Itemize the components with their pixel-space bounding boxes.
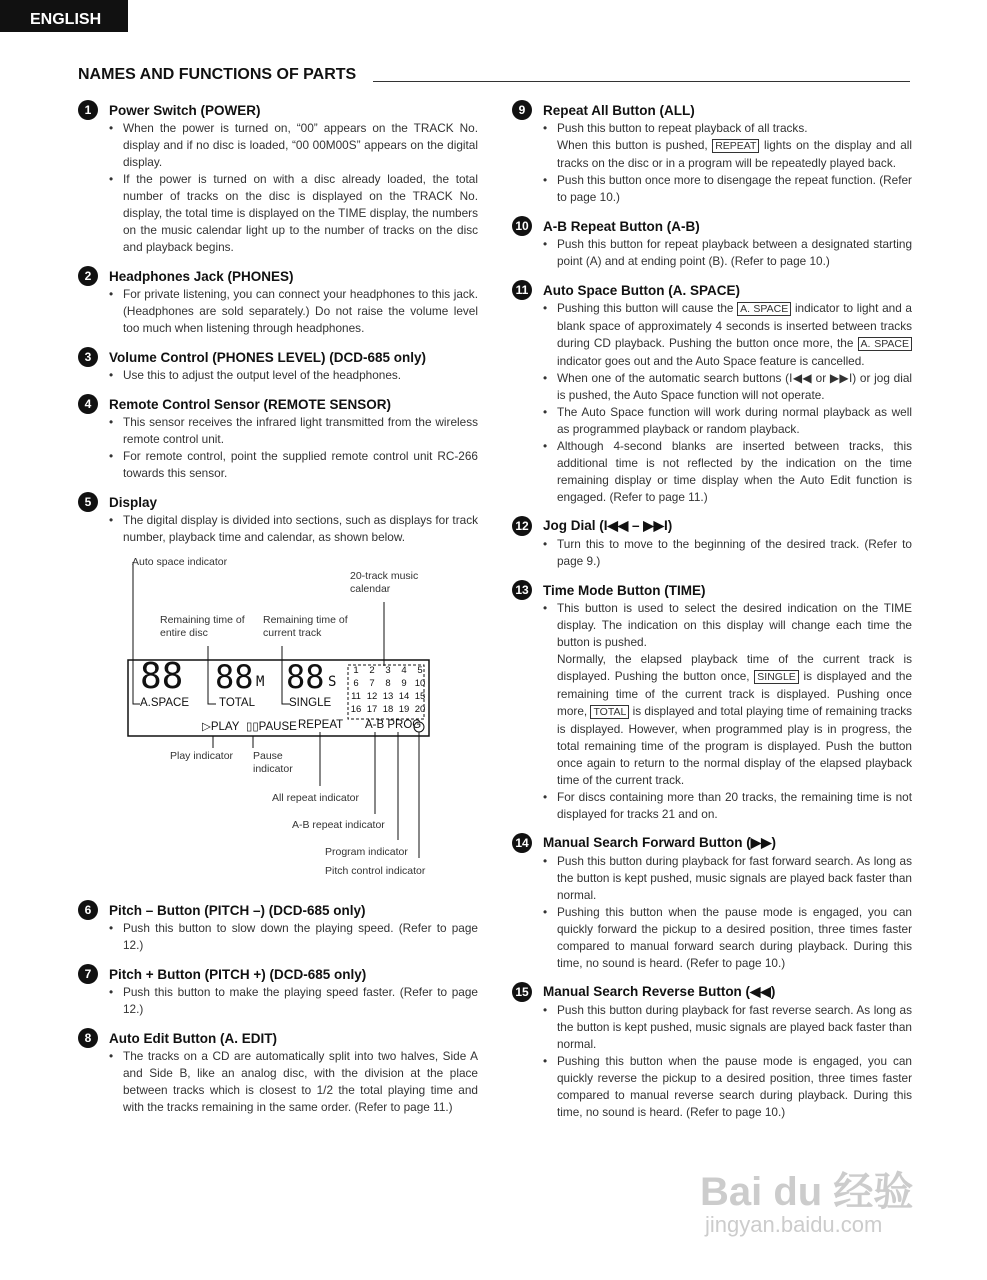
section-12 bbox=[512, 516, 912, 570]
calendar-number: 17 bbox=[366, 704, 378, 715]
section-title: Display bbox=[109, 494, 158, 510]
label-remaining-disc: Remaining time of entire disc bbox=[160, 614, 245, 639]
display-diagram bbox=[78, 556, 478, 896]
bullet: • Push this button during playback for fast forward search. As long as the button is kept pushed, music signals are played back faster than normal. bbox=[512, 853, 912, 904]
title-rule bbox=[373, 81, 910, 82]
page-title: NAMES AND FUNCTIONS OF PARTS bbox=[78, 66, 357, 83]
lcd-abprog: A-B PROG bbox=[365, 719, 422, 731]
section-6 bbox=[78, 900, 478, 954]
bullet: • Although 4-second blanks are inserted between tracks, this additional time is not reflected by the indication on the time remaining display or time display when the Auto Edit function is engaged. (Refer to page 11.) bbox=[512, 438, 912, 506]
section-5 bbox=[78, 492, 478, 546]
section-10 bbox=[512, 216, 912, 270]
bullet: • Push this button during playback for fast reverse search. As long as the button is kept pushed, music signals are played back faster than normal. bbox=[512, 1002, 912, 1053]
language-tab: ENGLISH bbox=[0, 0, 128, 32]
section-number: 10 bbox=[512, 216, 532, 236]
lcd-repeat: REPEAT bbox=[298, 719, 344, 731]
section-number: 15 bbox=[512, 982, 532, 1002]
lcd-m: M bbox=[256, 674, 265, 690]
section-number: 7 bbox=[78, 964, 98, 984]
section-number: 1 bbox=[78, 100, 98, 120]
section-title: Repeat All Button (ALL) bbox=[543, 102, 695, 118]
bullet: • For discs containing more than 20 tracks, the remaining time is not displayed for tracks 21 and on. bbox=[512, 789, 912, 823]
bullet: • For remote control, point the supplied remote control unit RC-266 towards this sensor. bbox=[78, 448, 478, 482]
section-number: 2 bbox=[78, 266, 98, 286]
bullet: • Pushing this button when the pause mode is engaged, you can quickly forward the pickup to a desired position, three times faster compared to manual forward search during playback. During this time, no sound is heard. (Refer to page 10.) bbox=[512, 904, 912, 972]
bullet: • Use this to adjust the output level of the headphones. bbox=[78, 367, 478, 384]
calendar-number: 11 bbox=[351, 691, 361, 702]
calendar-number: 9 bbox=[401, 678, 407, 689]
bullet: • When the power is turned on, “00” appears on the TRACK No. display and if no disc is loaded, “00 00M00S” appears on the digital display. bbox=[78, 120, 478, 171]
lcd-pause: ▯▯PAUSE bbox=[246, 721, 297, 733]
indicator-box: A. SPACE bbox=[737, 302, 791, 316]
bullet: • Push this button to slow down the playing speed. (Refer to page 12.) bbox=[78, 920, 478, 954]
calendar-number: 2 bbox=[369, 665, 375, 676]
indicator-box: A. SPACE bbox=[858, 337, 912, 351]
calendar-number: 3 bbox=[385, 665, 391, 676]
section-title: Jog Dial (I◀◀ – ▶▶I) bbox=[543, 518, 673, 533]
calendar-number: 5 bbox=[417, 665, 423, 676]
label-all-repeat: All repeat indicator bbox=[272, 792, 359, 804]
section-number: 12 bbox=[512, 516, 532, 536]
section-1 bbox=[78, 100, 478, 256]
lcd-track-digits: 88 bbox=[140, 656, 184, 697]
section-title: Power Switch (POWER) bbox=[109, 102, 261, 118]
section-number: 9 bbox=[512, 100, 532, 120]
bullet: • This button is used to select the desired indication on the TIME display. The indication on this display will change each time the button is pushed. bbox=[512, 600, 912, 651]
label-pitch: Pitch control indicator bbox=[325, 865, 426, 877]
indicator-box: SINGLE bbox=[754, 670, 799, 684]
calendar-number: 19 bbox=[398, 704, 410, 715]
lcd-sec-digits: 88 bbox=[286, 658, 325, 696]
section-title: A-B Repeat Button (A-B) bbox=[543, 218, 700, 234]
bullet: • The Auto Space function will work during normal playback as well as programmed playback or random playback. bbox=[512, 404, 912, 438]
label-program: Program indicator bbox=[325, 846, 408, 858]
label-ab-repeat: A-B repeat indicator bbox=[292, 819, 385, 831]
section-title: Auto Edit Button (A. EDIT) bbox=[109, 1030, 277, 1046]
section-title: Manual Search Reverse Button (◀◀) bbox=[543, 984, 776, 999]
section-11 bbox=[512, 280, 912, 506]
bullet: • When one of the automatic search buttons (I◀◀ or ▶▶I) or jog dial is pushed, the Auto Space function will not operate. bbox=[512, 370, 912, 404]
label-auto-space: Auto space indicator bbox=[132, 556, 228, 568]
bullet: • Turn this to move to the beginning of the desired track. (Refer to page 9.) bbox=[512, 536, 912, 570]
section-title: Volume Control (PHONES LEVEL) (DCD-685 only) bbox=[109, 349, 427, 365]
lcd-play: ▷PLAY bbox=[202, 721, 240, 733]
lcd-aspace: A.SPACE bbox=[140, 697, 189, 709]
section-14 bbox=[512, 833, 912, 972]
calendar-number: 10 bbox=[414, 678, 426, 689]
bullet: • Pushing this button will cause the A. SPACE indicator to light and a blank space of approximately 4 seconds is inserted between tracks during CD playback. Pushing the button once more, the A. SPACE indicator goes out and the Auto Space feature is cancelled. bbox=[512, 300, 912, 370]
section-title: Headphones Jack (PHONES) bbox=[109, 268, 294, 284]
left-sections bbox=[78, 100, 478, 546]
indicator-box: REPEAT bbox=[712, 139, 759, 153]
section-number: 3 bbox=[78, 347, 98, 367]
label-remaining-track: Remaining time of current track bbox=[263, 614, 348, 639]
calendar-number: 7 bbox=[369, 678, 375, 689]
calendar-number: 13 bbox=[382, 691, 394, 702]
left-sections-2 bbox=[78, 900, 478, 1116]
calendar-number: 12 bbox=[366, 691, 378, 702]
calendar-number: 18 bbox=[382, 704, 394, 715]
bullet: • For private listening, you can connect your headphones to this jack. (Headphones are sold separately.) Do not raise the volume level too much when listening through headphones. bbox=[78, 286, 478, 337]
section-8 bbox=[78, 1028, 478, 1116]
bullet: • This sensor receives the infrared light transmitted from the wireless remote control unit. bbox=[78, 414, 478, 448]
section-title: Auto Space Button (A. SPACE) bbox=[543, 282, 740, 298]
left-column bbox=[78, 100, 478, 1126]
calendar-number: 6 bbox=[353, 678, 359, 689]
label-play: Play indicator bbox=[170, 750, 234, 762]
watermark-url: jingyan.baidu.com bbox=[705, 1212, 883, 1237]
section-title: Pitch + Button (PITCH +) (DCD-685 only) bbox=[109, 966, 367, 982]
right-column bbox=[512, 100, 912, 1131]
section-15 bbox=[512, 982, 912, 1121]
calendar-number: 15 bbox=[414, 691, 426, 702]
section-number: 5 bbox=[78, 492, 98, 512]
section-number: 11 bbox=[512, 280, 532, 300]
calendar-number: 8 bbox=[385, 678, 391, 689]
section-number: 4 bbox=[78, 394, 98, 414]
bullet: • Push this button once more to disengage the repeat function. (Refer to page 10.) bbox=[512, 172, 912, 206]
section-number: 13 bbox=[512, 580, 532, 600]
lcd-total: TOTAL bbox=[219, 697, 255, 709]
bullet: • Push this button to make the playing speed faster. (Refer to page 12.) bbox=[78, 984, 478, 1018]
section-3 bbox=[78, 347, 478, 384]
watermark-logo: Bai du 经验 bbox=[700, 1170, 914, 1214]
bullet-cont: Normally, the elapsed playback time of the current track is displayed. Pushing the button once, SINGLE is displayed and the remaining time of the current track is displayed. Pushing once more, TOTAL is displayed and total playing time of remaining tracks is displayed. However, when programmed play is in progress, the total remaining time of the program is displayed. Push the button once again to return to the normal display of the elapsed playback time of the current track. bbox=[557, 652, 913, 787]
bullet: • Push this button to repeat playback of all tracks. bbox=[512, 120, 912, 137]
section-number: 8 bbox=[78, 1028, 98, 1048]
bullet: • The digital display is divided into sections, such as displays for track number, playback time and calendar, as shown below. bbox=[78, 512, 478, 546]
section-4 bbox=[78, 394, 478, 482]
bullet: • Push this button for repeat playback between a designated starting point (A) and at ending point (B). (Refer to page 10.) bbox=[512, 236, 912, 270]
lcd-single: SINGLE bbox=[289, 697, 332, 709]
section-number: 6 bbox=[78, 900, 98, 920]
section-7 bbox=[78, 964, 478, 1018]
section-title: Manual Search Forward Button (▶▶) bbox=[543, 835, 777, 850]
section-title: Remote Control Sensor (REMOTE SENSOR) bbox=[109, 396, 392, 412]
bullet: • If the power is turned on with a disc already loaded, the total number of tracks on the disc is displayed on the TRACK No. display, the total time is displayed on the TIME display, the numbers on the music calendar light up to the number of tracks on the disc and playback begins. bbox=[78, 171, 478, 256]
lcd-min-digits: 88 bbox=[215, 658, 254, 696]
bullet: • The tracks on a CD are automatically split into two halves, Side A and Side B, like an analog disc, with the division at the place between tracks which is closest to 1/2 the total playing time and with the tracks remaining in the same order. (Refer to page 11.) bbox=[78, 1048, 478, 1116]
label-calendar: 20-track music calendar bbox=[350, 570, 419, 595]
section-title: Pitch – Button (PITCH –) (DCD-685 only) bbox=[109, 902, 366, 918]
label-pause: Pause indicator bbox=[253, 750, 293, 775]
section-9 bbox=[512, 100, 912, 206]
calendar-number: 14 bbox=[398, 691, 410, 702]
bullet: • Pushing this button when the pause mode is engaged, you can quickly reverse the pickup to a desired position, three times faster compared to manual reverse search during playback. During this time, no sound is heard. (Refer to page 10.) bbox=[512, 1053, 912, 1121]
calendar-number: 16 bbox=[350, 704, 362, 715]
section-number: 14 bbox=[512, 833, 532, 853]
lcd-s: S bbox=[328, 674, 337, 690]
section-2 bbox=[78, 266, 478, 337]
section-13 bbox=[512, 580, 912, 823]
section-title: Time Mode Button (TIME) bbox=[543, 582, 706, 598]
indicator-box: TOTAL bbox=[590, 705, 629, 719]
calendar-number: 20 bbox=[414, 704, 426, 715]
calendar-number: 4 bbox=[401, 665, 407, 676]
calendar-number: 1 bbox=[353, 665, 359, 676]
bullet-cont: When this button is pushed, REPEAT lights on the display and all tracks on the disc or in a program will be repeatedly played back. bbox=[557, 138, 912, 170]
